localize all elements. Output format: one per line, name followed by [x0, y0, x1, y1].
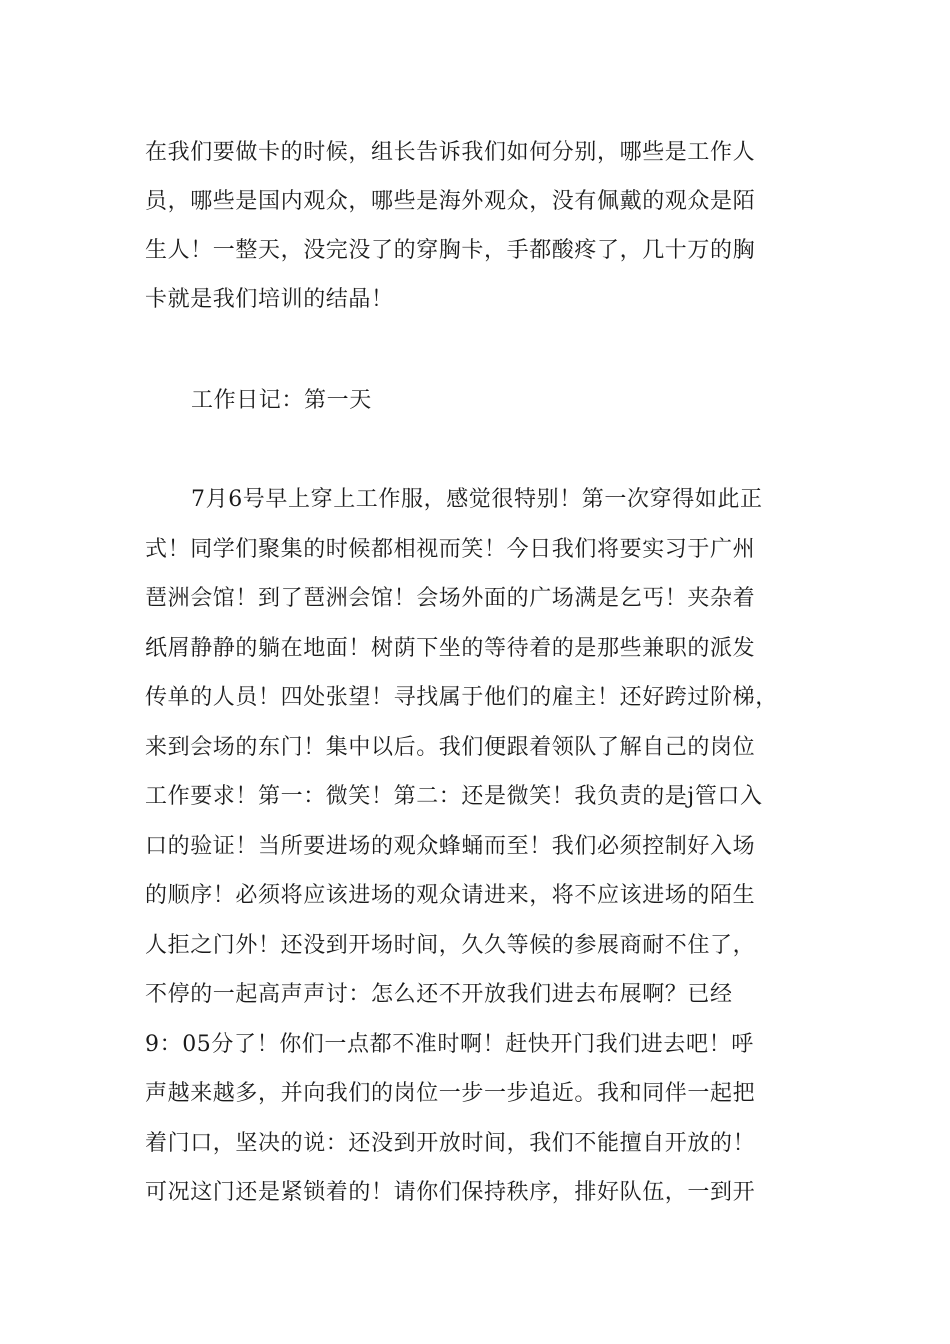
paragraph-line: 式！同学们聚集的时候都相视而笑！今日我们将要实习于广州: [145, 537, 756, 562]
paragraph-line: 声越来越多，并向我们的岗位一步一步追近。我和同伴一起把: [145, 1081, 756, 1106]
paragraph-line: 传单的人员！四处张望！寻找属于他们的雇主！还好跨过阶梯，: [145, 685, 778, 710]
paragraph-line: 可况这门还是紧锁着的！请你们保持秩序，排好队伍，一到开: [145, 1180, 756, 1205]
section-heading: 工作日记：第一天: [191, 388, 372, 413]
paragraph-line: 7月6号早上穿上工作服，感觉很特别！第一次穿得如此正: [191, 487, 763, 512]
paragraph-line: 纸屑静静的躺在地面！树荫下坐的等待着的是那些兼职的派发: [145, 636, 756, 661]
paragraph-line: 9：05分了！你们一点都不准时啊！赶快开门我们进去吧！呼: [145, 1032, 754, 1057]
paragraph-line: 的顺序！必须将应该进场的观众请进来，将不应该进场的陌生: [145, 883, 756, 908]
paragraph-line: 在我们要做卡的时候，组长告诉我们如何分别，哪些是工作人: [145, 140, 756, 165]
paragraph-line: 琶洲会馆！到了琶洲会馆！会场外面的广场满是乞丐！夹杂着: [145, 586, 756, 611]
paragraph-line: 来到会场的东门！集中以后。我们便跟着领队了解自己的岗位: [145, 735, 756, 760]
paragraph-line: 不停的一起高声声讨：怎么还不开放我们进去布展啊？已经: [145, 982, 733, 1007]
paragraph-line: 人拒之门外！还没到开场时间，久久等候的参展商耐不住了，: [145, 933, 756, 958]
paragraph-line: 工作要求！第一：微笑！第二：还是微笑！我负责的是j管口入: [145, 784, 763, 809]
paragraph-line: 生人！一整天，没完没了的穿胸卡，手都酸疼了，几十万的胸: [145, 238, 756, 263]
paragraph-line: 着门口，坚决的说：还没到开放时间，我们不能擅自开放的！: [145, 1131, 756, 1156]
paragraph-line: 员，哪些是国内观众，哪些是海外观众，没有佩戴的观众是陌: [145, 189, 756, 214]
paragraph-line: 口的验证！当所要进场的观众蜂蛹而至！我们必须控制好入场: [145, 834, 756, 859]
paragraph-line: 卡就是我们培训的结晶！: [145, 287, 394, 312]
